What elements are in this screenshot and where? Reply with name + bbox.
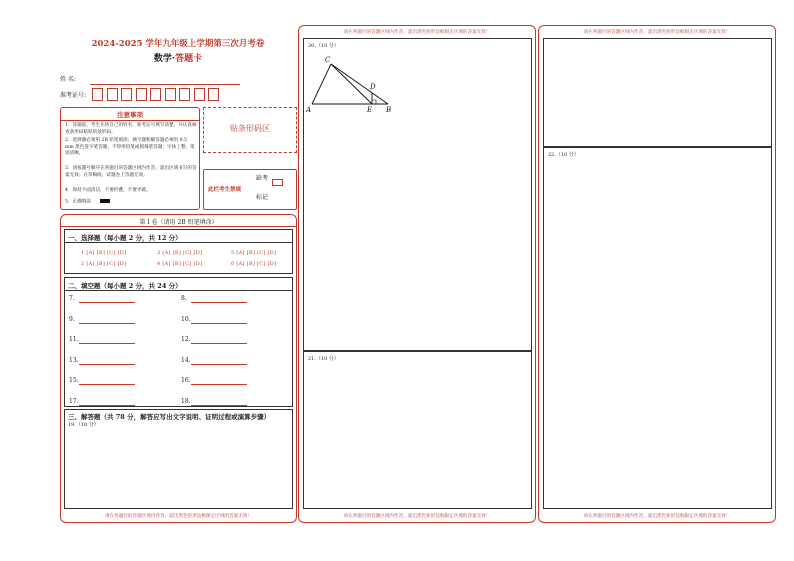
card-label: 答题卡: [175, 54, 203, 64]
choice-title: 一、选择题（每小题 2 分，共 12 分）: [68, 234, 182, 242]
fill-answer-line[interactable]: [79, 323, 135, 324]
q21-continued-box[interactable]: [543, 38, 772, 147]
fill-section: [64, 277, 293, 407]
choice-row-4[interactable]: 4 [A] [B] [C] [D]: [157, 261, 203, 267]
label-E: E: [367, 106, 373, 114]
fill-answer-line[interactable]: [79, 405, 135, 406]
id-label: 准考证号:: [60, 92, 87, 99]
choice-row-6[interactable]: 6 [A] [B] [C] [D]: [231, 261, 277, 267]
fill-label: 15.: [69, 377, 79, 384]
absent-note: 此栏考生禁填: [208, 187, 242, 193]
q22-box[interactable]: [543, 147, 772, 509]
notice-box: [60, 107, 200, 210]
subject-line: [60, 51, 296, 64]
fill-answer-line[interactable]: [191, 384, 247, 385]
id-digit-box[interactable]: [121, 88, 132, 101]
hint-col2-bottom: 请在各题目的答题区域内作答，超出黑色矩形边框限定区域的答案无效！: [343, 514, 491, 519]
solve-section: [64, 409, 293, 509]
edge-AC: [312, 64, 331, 104]
fill-label: 12.: [181, 336, 191, 343]
subject-dot: ·: [171, 54, 176, 64]
filled-mark-example: [100, 199, 110, 203]
fill-answer-line[interactable]: [79, 364, 135, 365]
id-boxes[interactable]: [92, 88, 292, 101]
id-digit-box[interactable]: [165, 88, 176, 101]
choice-row-5[interactable]: 5 [A] [B] [C] [D]: [231, 250, 277, 256]
absent-checkbox[interactable]: [272, 179, 283, 186]
barcode-label: 贴条形码区: [230, 124, 270, 133]
notice-item-4: 4．保持卡面清洁，不要折叠，不要弄破。: [65, 188, 151, 193]
label-A: A: [306, 106, 312, 114]
absent-label-1: 缺考: [256, 175, 269, 182]
id-digit-box[interactable]: [208, 88, 219, 101]
fill-label: 9.: [69, 315, 75, 323]
fill-label: 10.: [181, 315, 191, 323]
fill-answer-line[interactable]: [191, 343, 247, 344]
edge-CE: [331, 64, 372, 104]
fill-label: 11.: [69, 336, 79, 343]
notice-item-2: 2．选择题必须用 2B 铅笔填涂；填空题和解答题必须用 0.5 mm 黑色签字笔答题，不得用铅笔或圆珠笔答题；字体工整、笔迹清晰。: [65, 138, 195, 157]
fill-answer-line[interactable]: [79, 302, 135, 303]
solve-title: 三、解答题（共 78 分，解答应写出文字说明、证明过程或演算步骤）: [68, 413, 271, 421]
choice-row-2[interactable]: 2 [A] [B] [C] [D]: [81, 261, 127, 267]
label-D: D: [370, 83, 376, 91]
label-C: C: [325, 56, 331, 64]
fill-answer-line[interactable]: [191, 302, 247, 303]
hint-col3-top: 请在各题目的答题区域内作答，超出黑色矩形边框限定区域的答案无效！: [583, 30, 731, 35]
fill-label: 18.: [181, 397, 191, 405]
q22-label: 22.（10 分）: [548, 152, 579, 158]
fill-label: 13.: [69, 356, 79, 364]
fill-answer-line[interactable]: [79, 343, 135, 344]
id-digit-box[interactable]: [107, 88, 118, 101]
q20-box[interactable]: [303, 38, 532, 351]
hint-col3-bottom: 请在各题目的答题区域内作答，超出黑色矩形边框限定区域的答案无效！: [583, 514, 731, 519]
q21-label: 21.（10 分）: [308, 356, 339, 362]
absent-label-2: 标记: [256, 194, 269, 201]
absent-box: [203, 169, 297, 210]
id-digit-box[interactable]: [92, 88, 103, 101]
barcode-area: [203, 107, 297, 153]
notice-item-1: 1．答题前，考生先将自己的姓名，准考证号填写清楚，并认真核查条形码粘贴的条形码。: [65, 123, 197, 135]
label-B: B: [386, 106, 392, 114]
triangle-lines: [312, 64, 388, 104]
q20-label: 20.（10 分）: [308, 43, 339, 49]
hint-col2-top: 请在各题目的答题区域内作答，超出黑色矩形边框限定区域的答案无效！: [343, 30, 491, 35]
edge-CB: [331, 64, 388, 104]
q21-box[interactable]: [303, 351, 532, 509]
fill-label: 14.: [181, 356, 191, 364]
notice-item-5: [65, 199, 197, 206]
notice-title: 注意事项: [117, 111, 143, 119]
q19-label: 19.（10 分）: [68, 422, 99, 428]
triangle-figure: [304, 39, 533, 129]
id-digit-box[interactable]: [179, 88, 190, 101]
hint-col1-bottom: 请在各题目的答题区域内作答，超出黑色矩形边框限定区域的答案无效！: [104, 514, 252, 519]
exam-title: 2024-2025 学年九年级上学期第三次月考卷: [91, 39, 265, 49]
subject-label: 数学: [153, 54, 172, 64]
notice-item-5-text: 5．正确填涂: [65, 199, 91, 205]
fill-label: 17.: [69, 397, 79, 405]
right-angle-mark: [372, 100, 376, 104]
fill-label: 16.: [181, 377, 191, 384]
fill-answer-line[interactable]: [79, 384, 135, 385]
choice-row-3[interactable]: 3 [A] [B] [C] [D]: [157, 250, 203, 256]
notice-item-3: 3．请按题号顺序在各题目的答题区域内作答，超出区域书写的答案无效；在草稿纸、试题卷上答题无效。: [65, 166, 197, 178]
name-label: 姓 名:: [60, 76, 76, 83]
part1-title: 第 I 卷（请用 2B 铅笔填涂）: [139, 219, 218, 226]
fill-answer-line[interactable]: [191, 405, 247, 406]
id-digit-box[interactable]: [194, 88, 205, 101]
choice-row-1[interactable]: 1 [A] [B] [C] [D]: [81, 250, 127, 256]
fill-answer-line[interactable]: [191, 323, 247, 324]
id-digit-box[interactable]: [136, 88, 147, 101]
fill-label: 8.: [181, 295, 187, 302]
fill-title: 二、填空题（每小题 2 分，共 24 分）: [68, 282, 182, 290]
name-line[interactable]: [90, 84, 240, 85]
fill-label: 7.: [69, 295, 75, 302]
choice-section: [64, 229, 293, 274]
id-digit-box[interactable]: [150, 88, 161, 101]
fill-answer-line[interactable]: [191, 364, 247, 365]
